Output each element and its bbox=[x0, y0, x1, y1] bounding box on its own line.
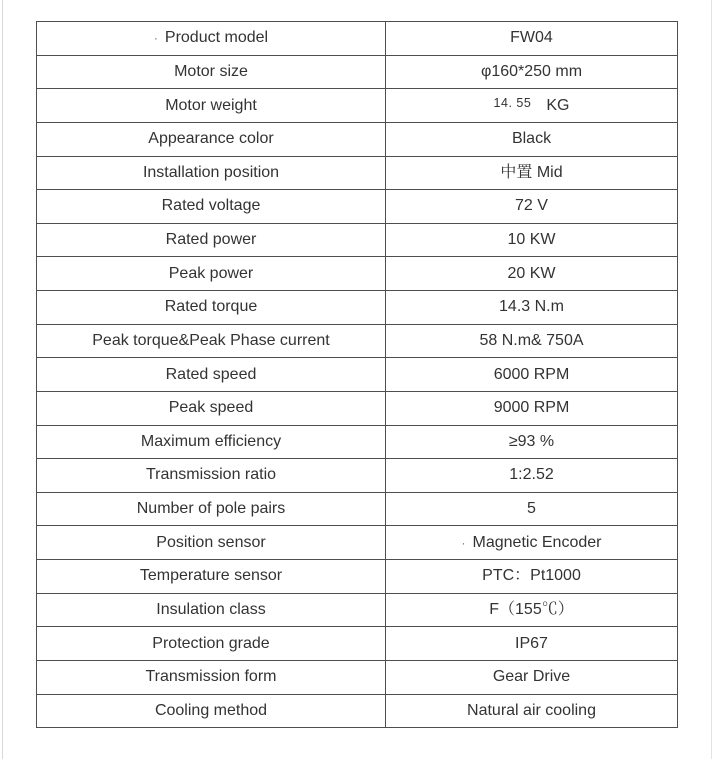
spec-value: Gear Drive bbox=[492, 668, 571, 686]
spec-value: Black bbox=[511, 130, 552, 148]
spec-value: 72 V bbox=[515, 197, 548, 215]
spec-table bbox=[36, 21, 678, 728]
table-row-product-model bbox=[37, 22, 677, 56]
table-row-rated-voltage bbox=[37, 190, 677, 224]
table-row-cooling-method bbox=[37, 695, 677, 728]
table-row-rated-speed bbox=[37, 358, 677, 392]
spec-label: Number of pole pairs bbox=[37, 493, 386, 526]
spec-label: Peak speed bbox=[37, 392, 386, 425]
spec-label: Motor size bbox=[37, 56, 386, 89]
spec-value: 5 bbox=[527, 500, 536, 518]
spec-value: 58 N.m& 750A bbox=[479, 331, 584, 349]
table-row-protection-grade bbox=[37, 627, 677, 661]
left-edge-line bbox=[2, 0, 3, 759]
spec-value-text: Magnetic Encoder bbox=[472, 533, 602, 551]
spec-label: Temperature sensor bbox=[37, 560, 386, 593]
table-row-maximum-efficiency bbox=[37, 426, 677, 460]
table-row-peak-power bbox=[37, 257, 677, 291]
spec-value: φ160*250 mm bbox=[480, 62, 583, 80]
table-row-motor-size bbox=[37, 56, 677, 90]
spec-label: Appearance color bbox=[37, 123, 386, 156]
table-row-position-sensor bbox=[37, 526, 677, 560]
spec-label: Insulation class bbox=[37, 594, 386, 627]
value-prefix-dot: · bbox=[461, 535, 466, 550]
table-row-temperature-sensor bbox=[37, 560, 677, 594]
table-row-rated-torque bbox=[37, 291, 677, 325]
spec-label: Installation position bbox=[37, 157, 386, 190]
spec-value: 1:2.52 bbox=[509, 466, 554, 484]
spec-label: Rated speed bbox=[37, 358, 386, 391]
spec-label: Maximum efficiency bbox=[37, 426, 386, 459]
spec-value: 14.3 N.m bbox=[499, 298, 564, 316]
table-row-motor-weight bbox=[37, 89, 677, 123]
spec-value: FW04 bbox=[510, 29, 553, 47]
table-row-transmission-ratio bbox=[37, 459, 677, 493]
table-row-insulation-class bbox=[37, 594, 677, 628]
weight-number: 14. 55 bbox=[493, 96, 532, 111]
table-row-pole-pairs bbox=[37, 493, 677, 527]
spec-label: Transmission form bbox=[37, 661, 386, 694]
spec-label: Peak power bbox=[37, 257, 386, 290]
spec-label-text: Product model bbox=[164, 29, 269, 47]
spec-label: Transmission ratio bbox=[37, 459, 386, 492]
spec-label bbox=[37, 22, 386, 55]
table-row-transmission-form bbox=[37, 661, 677, 695]
spec-value: F（155℃） bbox=[489, 600, 574, 618]
spec-label: Position sensor bbox=[37, 526, 386, 559]
spec-value: IP67 bbox=[515, 634, 548, 652]
spec-value: 6000 RPM bbox=[493, 365, 570, 383]
spec-value: 中置 Mid bbox=[500, 163, 563, 181]
spec-label: Protection grade bbox=[37, 627, 386, 660]
spec-value: Natural air cooling bbox=[467, 701, 596, 719]
spec-label: Rated voltage bbox=[37, 190, 386, 223]
table-row-rated-power bbox=[37, 224, 677, 258]
spec-label: Peak torque&Peak Phase current bbox=[37, 325, 386, 358]
label-prefix-dot: · bbox=[153, 31, 158, 46]
spec-value bbox=[386, 526, 677, 559]
right-edge-line bbox=[711, 0, 712, 759]
spec-label: Rated power bbox=[37, 224, 386, 257]
table-row-peak-speed bbox=[37, 392, 677, 426]
weight-unit: KG bbox=[546, 96, 570, 114]
table-row-peak-torque-phase-current bbox=[37, 325, 677, 359]
spec-value: 10 KW bbox=[507, 231, 556, 249]
spec-value: 20 KW bbox=[507, 264, 556, 282]
table-row-appearance-color bbox=[37, 123, 677, 157]
spec-value: 9000 RPM bbox=[493, 399, 570, 417]
table-row-installation-position bbox=[37, 157, 677, 191]
spec-value: ≥93 % bbox=[508, 432, 555, 450]
spec-value bbox=[386, 89, 677, 122]
spec-value: PTC：Pt1000 bbox=[482, 567, 581, 585]
spec-label: Motor weight bbox=[37, 89, 386, 122]
spec-label: Cooling method bbox=[37, 695, 386, 728]
spec-label: Rated torque bbox=[37, 291, 386, 324]
